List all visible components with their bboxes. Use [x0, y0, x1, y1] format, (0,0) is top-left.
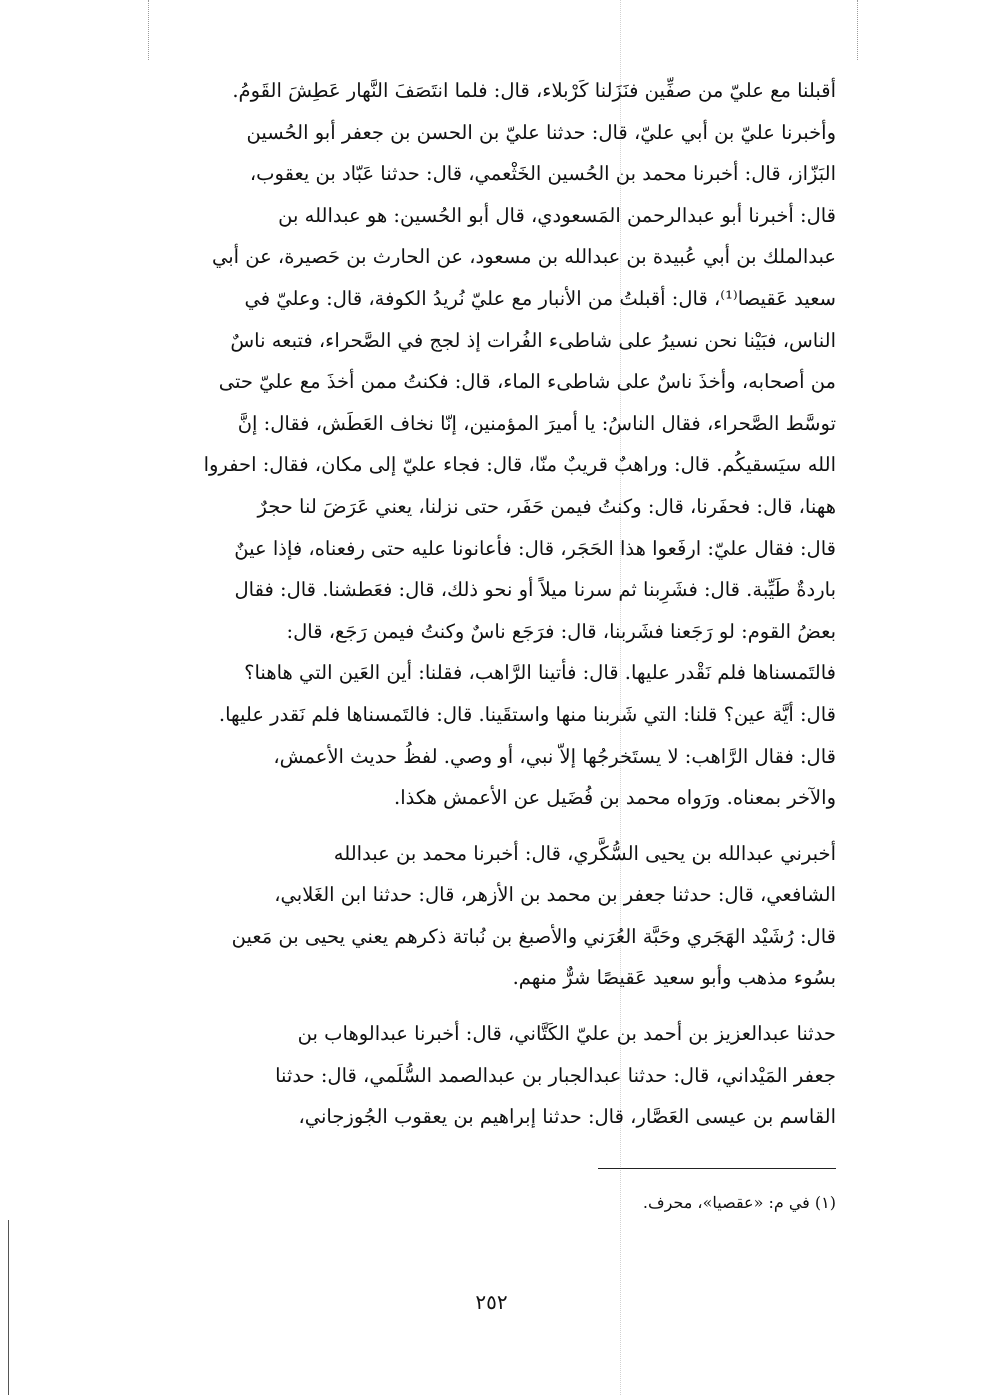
page-body	[118, 70, 836, 1138]
text-line: والآخر بمعناه. ورَواه محمد بن فُضَيل عن الأعمش هكذا.	[394, 786, 836, 810]
paragraph-gap	[118, 819, 836, 833]
paragraph-2	[118, 833, 836, 999]
text-line: قال: فقال الرَّاهب: لا يستَخرجُها إلاّ نبي، أو وصي. لفظُ حديث الأعمش،	[273, 744, 836, 768]
text-line: سعيد عَقيصا⁽¹⁾، قال: أقبلتُ من الأنبار مع عليّ نُريدُ الكوفة، قال: وعليّ في	[244, 286, 836, 310]
text-line: قال: أيَّة عين؟ قلنا: التي شَربنا منها واستقَينا. قال: فالتَمسناها فلم نَقدر عليها.	[218, 702, 836, 726]
text-line: ههنا، قال: فحفَرنا، قال: وكنتُ فيمن حَفَر، حتى نزلنا، يعني عَرَضَ لنا حجرٌ	[257, 494, 836, 518]
text-line: قال: رُشَيْد الهَجَري وحَبَّة العُرَني والأصبغ بن نُباتة ذكرهم يعني يحيى بن مَعين	[231, 924, 836, 948]
footnote-divider	[598, 1168, 836, 1169]
text-line: أقبلنا مع عليّ من صفِّين فنَزَلنا كَرْبلاء، قال: فلما انتَصَفَ النَّهار عَطِشَ القَومُ.	[232, 79, 836, 102]
text-line: عبدالملك بن أبي عُبيدة بن عبدالله بن مسعود، عن الحارث بن حَصيرة، عن أبي	[211, 245, 836, 269]
text-line: وأخبرنا عليّ بن أبي عليّ، قال: حدثنا عليّ بن الحسن بن جعفر أبو الحُسين	[246, 120, 836, 144]
text-line: الناس، فبَيْنا نحن نسيرُ على شاطىء الفُرات إذ لجج في الصَّحراء، فتبعه ناسٌ	[230, 328, 836, 352]
text-line: قال: أخبرنا أبو عبدالرحمن المَسعودي، قال أبو الحُسين: هو عبدالله بن	[278, 203, 836, 227]
text-line: قال: فقال عليّ: ارفَعوا هذا الحَجَر، قال: فأعانونا عليه حتى رفعناه، فإذا عينٌ	[234, 536, 836, 560]
text-line: من أصحابه، وأخذَ ناسٌ على شاطىء الماء، قال: فكنتُ ممن أخذَ مع عليّ حتى	[218, 370, 836, 394]
text-line: توسَّط الصَّحراء، فقال الناسُ: يا أميرَ المؤمنين، إنّا نخاف العَطَش، فقال: إنَّ	[237, 411, 836, 435]
scan-line-right	[857, 0, 858, 60]
text-line: البَزّاز، قال: أخبرنا محمد بن الحُسين الخَثْعمي، قال: حدثنا عَبّاد بن يعقوب،	[249, 162, 836, 186]
paragraph-1	[118, 70, 836, 819]
text-line: بعضُ القوم: لو رَجَعنا فشَربنا، قال: فرَجَع ناسٌ وكنتُ فيمن رَجَع، قال:	[286, 619, 836, 643]
text-line: الله سيَسقيكُم. قال: وراهبٌ قريبٌ منّا، قال: فجاء عليّ إلى مكان، فقال: احفروا	[203, 453, 836, 477]
scan-line-left	[148, 0, 149, 60]
paragraph-gap	[118, 999, 836, 1013]
text-line: فالتَمسناها فلم نَقْدر عليها. قال: فأتينا الرَّاهب، فقلنا: أين العَين التي هاهنا؟	[244, 661, 836, 685]
text-line: بسُوء مذهب وأبو سعيد عَقيصًا شرٌّ منهم.	[512, 966, 836, 990]
page-number: ٢٥٢	[475, 1290, 508, 1314]
text-line: جعفر المَيْداني، قال: حدثنا عبدالجبار بن عبدالصمد السُّلَمي، قال: حدثنا	[275, 1063, 836, 1087]
text-line: حدثنا عبدالعزيز بن أحمد بن عليّ الكَتَّاني، قال: أخبرنا عبدالوهاب بن	[297, 1022, 836, 1046]
text-line: الشافعي، قال: حدثنا جعفر بن محمد بن الأزهر، قال: حدثنا ابن الغَلابي،	[274, 883, 836, 907]
text-line: أخبرني عبدالله بن يحيى السُّكَّري، قال: أخبرنا محمد بن عبدالله	[333, 841, 836, 865]
footnote: (١) في م: «عقصيا»، محرف.	[642, 1193, 836, 1212]
text-line: باردةٌ طَيِّبة. قال: فشَرِبنا ثم سرنا ميلاً أو نحو ذلك، قال: فعَطشنا. قال: فقال	[234, 578, 836, 602]
paragraph-3	[118, 1013, 836, 1138]
text-line: القاسم بن عيسى العَصَّار، قال: حدثنا إبراهيم بن يعقوب الجُوزجاني،	[298, 1105, 836, 1129]
